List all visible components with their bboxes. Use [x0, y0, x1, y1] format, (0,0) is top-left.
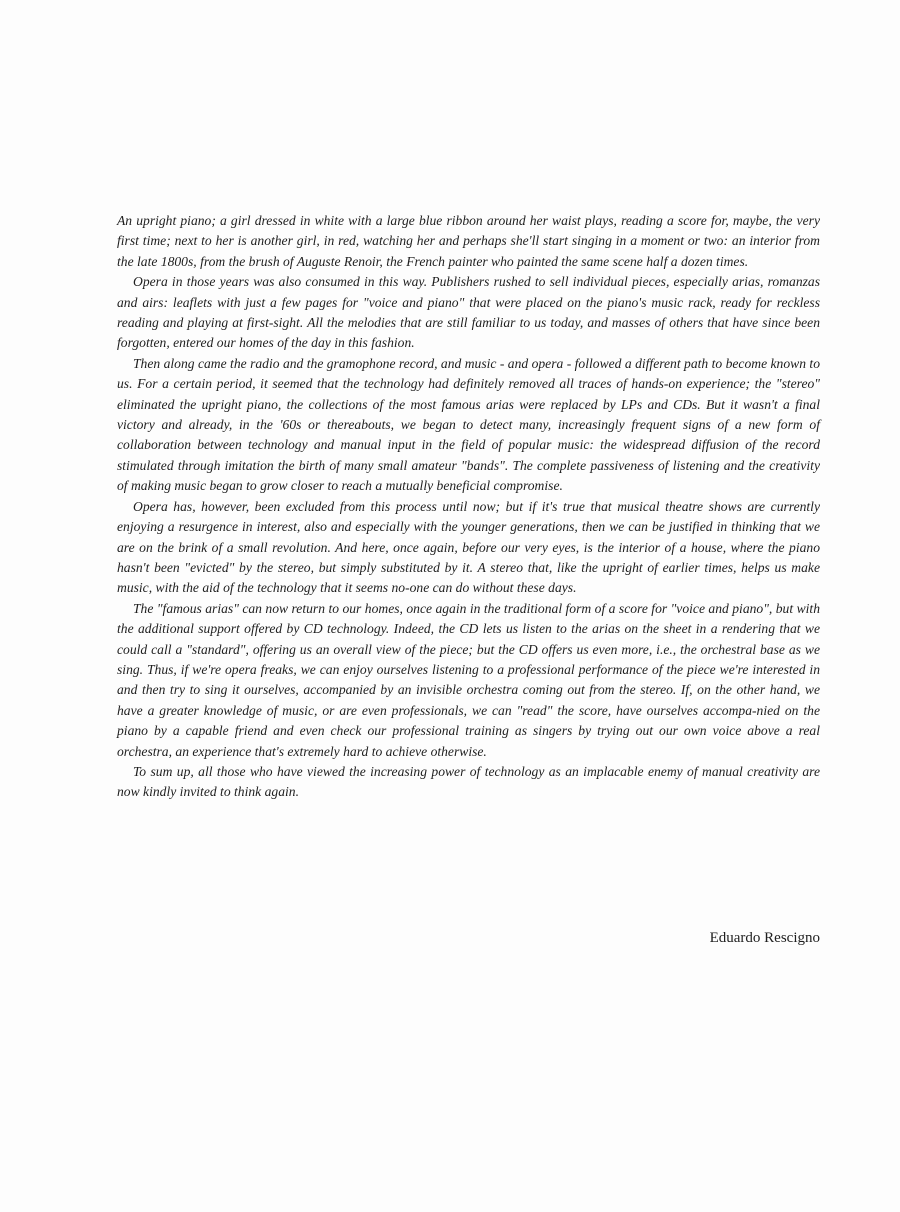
author-signature: Eduardo Rescigno — [709, 930, 820, 946]
paragraph-2: Opera in those years was also consumed in this way. Publishers rushed to sell individual pieces, especially arias, romanzas and airs: leaflets with just a few pages for "voice and piano" that were placed on the piano's music rack, ready for reckless reading and playing at first-sight. All the melodies that are still familiar to us today, and masses of others that have since been forgotten, entered our homes of the day in this fashion. — [117, 274, 820, 351]
paragraph-5: The "famous arias" can now return to our homes, once again in the traditional form of a score for "voice and piano", but with the additional support offered by CD technology. Indeed, the CD lets us listen to the arias on the sheet in a rendering that we could call a "standard", offering us an overall view of the piece; but the CD offers us even more, i.e., the orchestral base as we sing. Thus, if we're opera freaks, we can enjoy ourselves listening to a professional performance of the piece we're interested in and then try to sing it ourselves, accompanied by an invisible orchestra coming out from the stereo. If, on the other hand, we have a greater knowledge of music, or are even professionals, we can "read" the score, have ourselves accompa-nied on the piano by a capable friend and even check our professional training as singers by trying out our own voice above a real orchestra, an experience that's extremely hard to achieve otherwise. — [117, 600, 820, 759]
paragraph-6: To sum up, all those who have viewed the increasing power of technology as an implacable enemy of manual creativity are now kindly invited to think again. — [117, 763, 820, 800]
article-body — [117, 211, 820, 803]
paragraph-1: An upright piano; a girl dressed in white with a large blue ribbon around her waist plays, reading a score for, maybe, the very first time; next to her is another girl, in red, watching her and perhaps she'll start singing in a moment or two: an interior from the late 1800s, from the brush of Auguste Renoir, the French painter who painted the same scene half a dozen times. — [117, 213, 820, 269]
paragraph-3: Then along came the radio and the gramophone record, and music - and opera - followed a different path to become known to us. For a certain period, it seemed that the technology had definitely removed all traces of hands-on experience; the "stereo" eliminated the upright piano, the collections of the most famous arias were replaced by LPs and CDs. But it wasn't a final victory and already, in the '60s or thereabouts, we began to detect many, increasingly frequent signs of a new form of collaboration between technology and manual input in the field of popular music: the widespread diffusion of the record stimulated through imitation the birth of many small amateur "bands". The complete passiveness of listening and the creativity of making music began to grow closer to reach a mutually beneficial compromise. — [117, 355, 820, 494]
paragraph-4: Opera has, however, been excluded from this process until now; but if it's true that musical theatre shows are currently enjoying a resurgence in interest, also and especially with the younger generations, then we can be justified in thinking that we are on the brink of a small revolution. And here, once again, before our very eyes, is the interior of a house, where the piano hasn't been "evicted" by the stereo, but simply substituted by it. A stereo that, like the upright of earlier times, helps us make music, with the aid of the technology that it seems no-one can do without these days. — [117, 498, 820, 596]
